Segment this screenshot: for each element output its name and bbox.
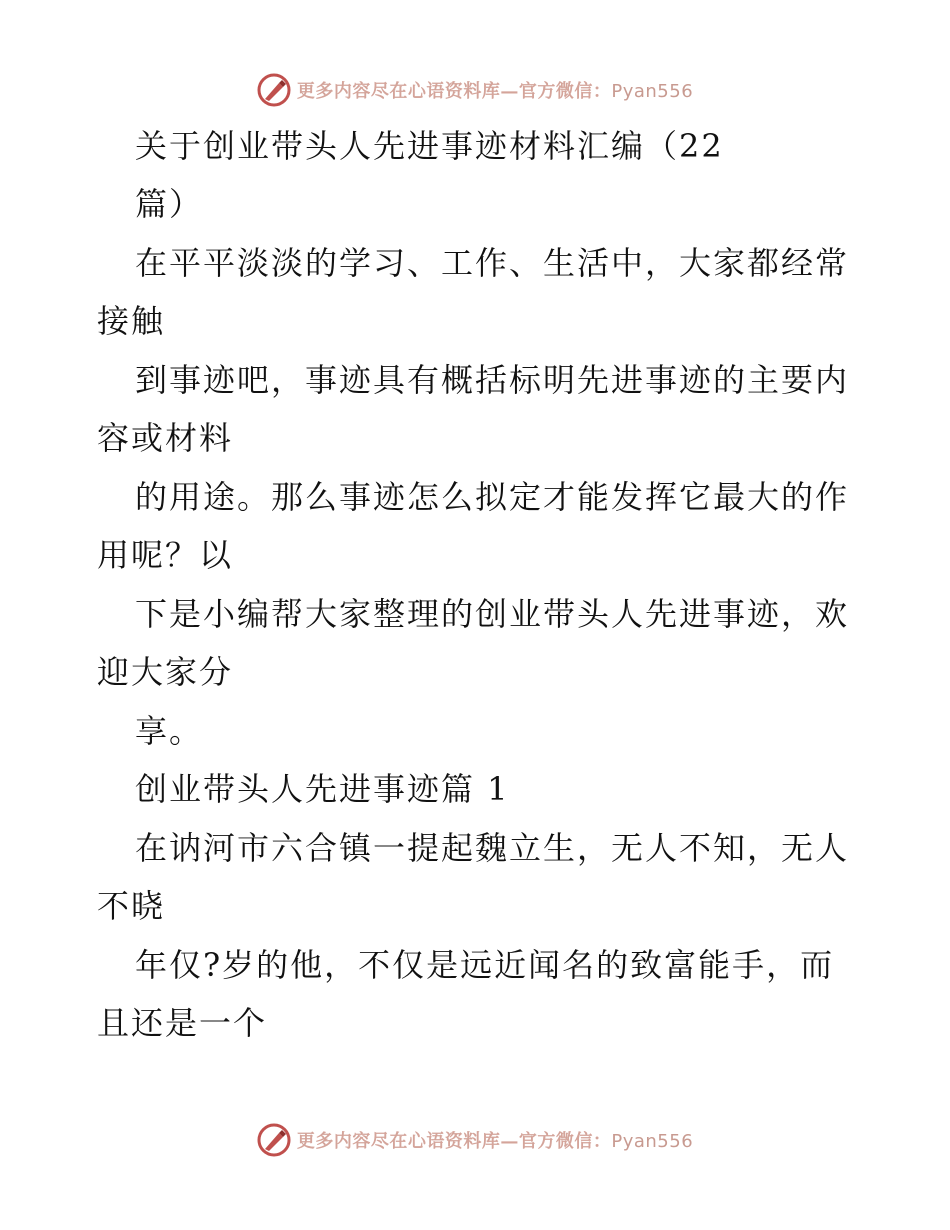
pen-logo-icon — [257, 1123, 291, 1157]
paragraph-line: 在讷河市六合镇一提起魏立生，无人不知，无人 — [135, 829, 850, 867]
paragraph-line: 容或材料 — [97, 419, 234, 457]
header-watermark-banner — [0, 70, 950, 110]
pen-logo-icon — [257, 73, 291, 107]
paragraph-line: 的用途。那么事迹怎么拟定才能发挥它最大的作 — [135, 478, 850, 516]
paragraph-line: 到事迹吧，事迹具有概括标明先进事迹的主要内 — [135, 361, 850, 399]
banner-label: 更多内容尽在心语资料库—官方微信： — [296, 1131, 612, 1152]
banner-label: 更多内容尽在心语资料库—官方微信： — [296, 81, 612, 102]
title-line-2: 篇） — [135, 185, 204, 223]
paragraph-line: 享。 — [135, 712, 204, 750]
banner-wechat-id: Pyan556 — [611, 81, 694, 102]
banner-text — [297, 77, 693, 103]
banner-text — [297, 1127, 693, 1153]
paragraph-line: 接触 — [97, 302, 166, 340]
paragraph-line: 迎大家分 — [97, 653, 234, 691]
banner-wechat-id: Pyan556 — [611, 1131, 694, 1152]
paragraph-line: 且还是一个 — [97, 1004, 268, 1042]
paragraph-line: 不晓 — [97, 887, 166, 925]
section-heading: 创业带头人先进事迹篇 1 — [135, 770, 510, 808]
paragraph-line: 下是小编帮大家整理的创业带头人先进事迹，欢 — [135, 595, 850, 633]
footer-watermark-banner — [0, 1120, 950, 1160]
paragraph-line: 用呢？以 — [97, 536, 234, 574]
paragraph-line: 在平平淡淡的学习、工作、生活中，大家都经常 — [135, 244, 850, 282]
title-line-1: 关于创业带头人先进事迹材料汇编（22 — [135, 127, 724, 165]
paragraph-line: 年仅?岁的他，不仅是远近闻名的致富能手，而 — [135, 946, 835, 984]
